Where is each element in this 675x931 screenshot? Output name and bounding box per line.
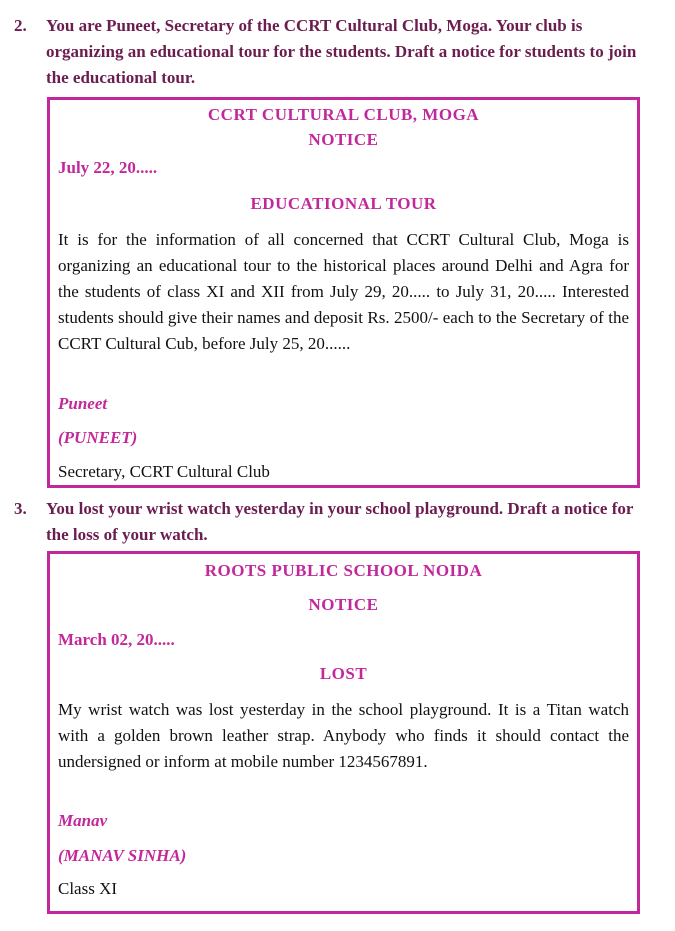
notice-body: My wrist watch was lost yesterday in the school playground. It is a Titan watch with a golden brown leather strap. Anybody who finds it should contact the undersigned or inform at mobile number 1234567891. <box>58 700 629 771</box>
notice-body: It is for the information of all concerned that CCRT Cultural Club, Moga is organizing an educational tour to the historical places around Delhi and Agra for the students of class XI and XII from July 29, 20..... to July 31, 20..... Interested students should give their names and deposit Rs. 2500/- each to the Secretary of the CCRT Cultural Cub, before July 25, 20...... <box>58 230 629 353</box>
notice-designation: Class XI <box>58 879 118 898</box>
notice-label: NOTICE <box>308 595 379 614</box>
notice-label: NOTICE <box>308 130 379 149</box>
notice-subject: EDUCATIONAL TOUR <box>250 194 437 213</box>
notice-box-educational-tour <box>47 97 640 488</box>
notice-designation: Secretary, CCRT Cultural Club <box>58 462 270 481</box>
question-number: 3. <box>14 499 27 518</box>
question-number: 2. <box>14 16 27 35</box>
question-3 <box>14 496 654 548</box>
notice-box-lost-watch <box>47 551 640 914</box>
question-prompt: You are Puneet, Secretary of the CCRT Cultural Club, Moga. Your club is organizing an educational tour for the students. Draft a notice for students to join the educational tour. <box>46 16 637 87</box>
notice-signatory-name: (MANAV SINHA) <box>58 846 187 865</box>
notice-signature: Puneet <box>58 394 108 413</box>
notice-org: CCRT CULTURAL CLUB, MOGA <box>207 105 480 124</box>
notice-signature: Manav <box>58 811 108 830</box>
notice-subject: LOST <box>319 664 368 683</box>
notice-org: ROOTS PUBLIC SCHOOL NOIDA <box>204 561 483 580</box>
question-prompt: You lost your wrist watch yesterday in your school playground. Draft a notice for the loss of your watch. <box>46 499 634 544</box>
notice-signatory-name: (PUNEET) <box>58 428 138 447</box>
notice-date: July 22, 20..... <box>58 158 158 177</box>
notice-date: March 02, 20..... <box>58 630 175 649</box>
question-2 <box>14 13 654 91</box>
